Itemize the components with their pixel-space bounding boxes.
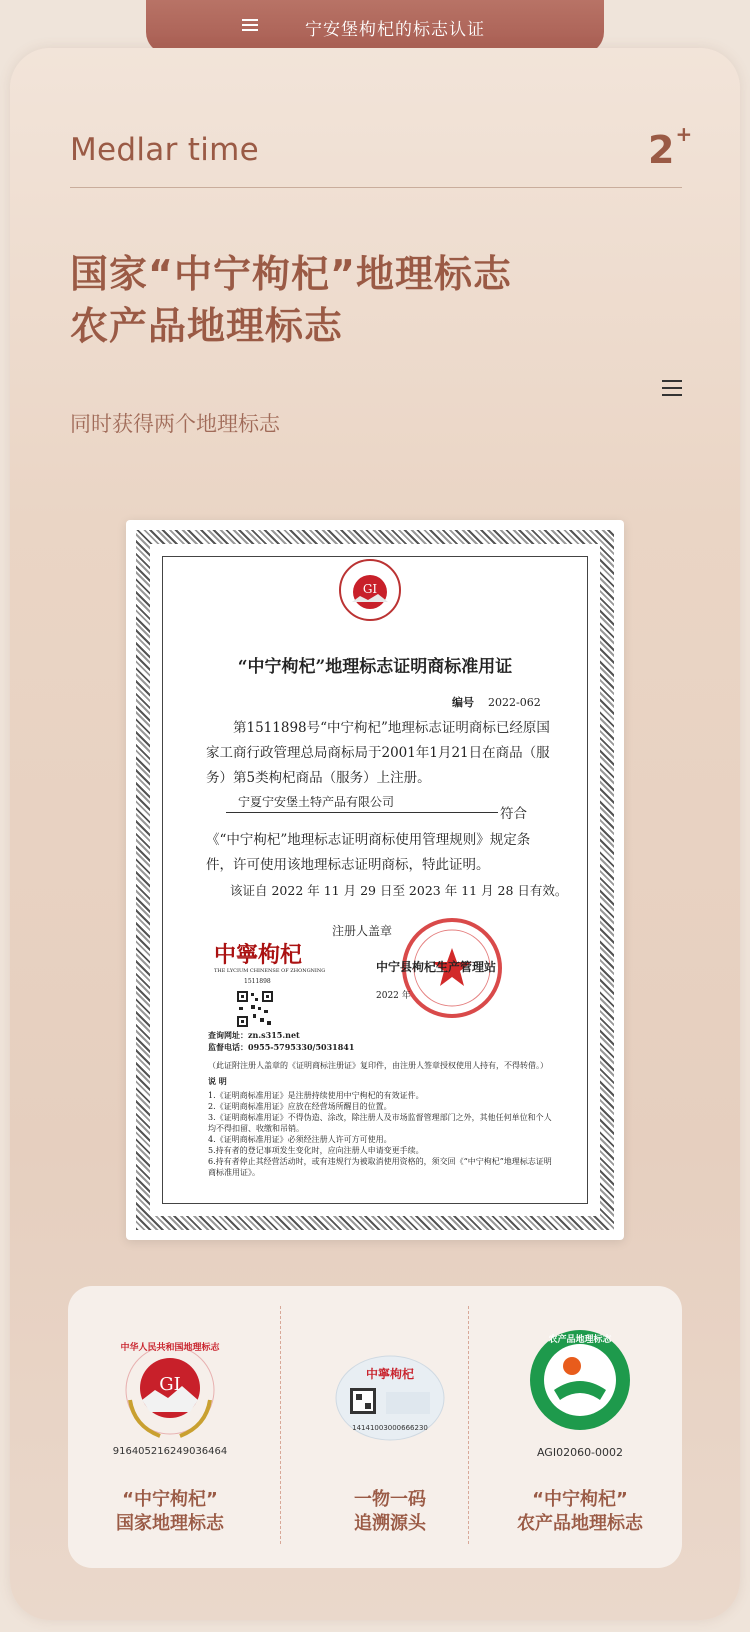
certificate-number: 编号 2022-062 <box>452 696 541 709</box>
company-underline <box>226 812 498 813</box>
logo-caption: “中宁枸杞” 农产品地理标志 <box>517 1489 643 1534</box>
gi-code: 916405216249036464 <box>112 1446 228 1457</box>
tab-title: 宁安堡枸杞的标志认证 <box>305 19 485 40</box>
certificate-para-1: 第1511898号“中宁枸杞”地理标志证明商标已经原国家工商行政管理总局商标局于2001年1月21日在商品（服务）第5类枸杞商品（服务）上注册。 <box>206 720 550 786</box>
header-divider <box>70 187 682 188</box>
logo-cell-trace <box>288 1286 492 1568</box>
notes-list <box>208 1090 558 1178</box>
logo-cell-agi <box>478 1286 682 1568</box>
svg-text:GI: GI <box>362 582 378 596</box>
brand-mark-no: 1511898 <box>244 978 271 985</box>
note-item: 6.持有者停止其经营活动时，或有违规行为被取消使用资格的，须交回《“中宁枸杞”地理标志证明商标准用证》。 <box>208 1157 552 1177</box>
section-number: 2+ <box>648 122 693 172</box>
certificate-validity: 该证自 2022 年 11 月 29 日至 2023 年 11 月 28 日有效。 <box>230 883 568 898</box>
title-line-2: 农产品地理标志 <box>70 304 344 348</box>
note-line: （此证附注册人盖章的《证明商标注册证》复印件，由注册人签章授权使用人持有，不得转借。） <box>208 1061 548 1070</box>
svg-text:中寧枸杞: 中寧枸杞 <box>365 1367 415 1381</box>
logo-caption: 一物一码 追溯源头 <box>354 1489 426 1534</box>
qr-code-icon <box>236 990 274 1028</box>
certificate-company: 宁夏宁安堡土特产品有限公司 <box>238 795 395 809</box>
certificate-conform: 符合 <box>500 806 527 822</box>
logo-divider <box>280 1306 281 1544</box>
certificate-para-2: 《“中宁枸杞”地理标志证明商标使用管理规则》规定条件，许可使用该地理标志证明商标，特此证明。 <box>206 832 531 873</box>
station-name: 中宁县枸杞生产管理站 <box>376 960 497 974</box>
logo-divider <box>468 1306 469 1544</box>
registrant-label: 注册人盖章 <box>332 924 393 938</box>
page-subtitle: 同时获得两个地理标志 <box>70 412 280 436</box>
brand-mark-sub: THE LYCIUM CHINENSE OF ZHONGNING <box>214 968 326 974</box>
query-site: 查询网址：zn.s315.net <box>208 1030 300 1040</box>
agi-code: AGI02060-0002 <box>536 1446 624 1459</box>
note-item: 2.《证明商标准用证》应放在经营场所醒目的位置。 <box>208 1102 392 1111</box>
logo-caption: “中宁枸杞” 国家地理标志 <box>116 1489 224 1534</box>
logo-cell-gi <box>68 1286 272 1568</box>
hotline: 监督电话：0955-5795330/5031841 <box>208 1042 355 1052</box>
title-line-1: 国家“中宁枸杞”地理标志 <box>70 252 512 296</box>
page-title <box>70 248 512 352</box>
svg-text:GI: GI <box>159 1374 181 1395</box>
note-item: 3.《证明商标准用证》不得伪造、涂改，除注册人及市场监督管理部门之外，其他任何单位和个人均不得扣留、收缴和吊销。 <box>208 1113 552 1133</box>
gi-logo-icon <box>120 1340 220 1450</box>
note-item: 1.《证明商标准用证》是注册持续使用中宁枸杞的有效证件。 <box>208 1091 424 1100</box>
list-menu-icon[interactable] <box>662 378 682 398</box>
top-tab-bar[interactable] <box>146 0 604 54</box>
svg-text:农产品地理标志: 农产品地理标志 <box>548 1335 612 1345</box>
agi-logo-icon <box>528 1328 632 1432</box>
note-item: 5.持有者的登记事项发生变化时，应向注册人申请变更手续。 <box>208 1146 424 1155</box>
svg-text:中华人民共和国地理标志: 中华人民共和国地理标志 <box>120 1343 220 1353</box>
certificate-image <box>126 520 624 1240</box>
note-item: 4.《证明商标准用证》必须经注册人许可方可使用。 <box>208 1135 392 1144</box>
notes-title: 说 明 <box>208 1076 227 1086</box>
trace-code: 14141003000666230 <box>352 1424 428 1432</box>
brand-mark: 中寧枸杞 <box>214 942 303 968</box>
gi-emblem-icon <box>338 558 402 622</box>
logos-panel <box>68 1286 682 1568</box>
brand-text: Medlar time <box>70 132 260 168</box>
certificate-heading: “中宁枸杞”地理标志证明商标准用证 <box>237 657 513 677</box>
number-sup: + <box>675 122 693 147</box>
menu-icon[interactable] <box>242 18 258 32</box>
seal-date: 2022 年 <box>376 991 411 1001</box>
